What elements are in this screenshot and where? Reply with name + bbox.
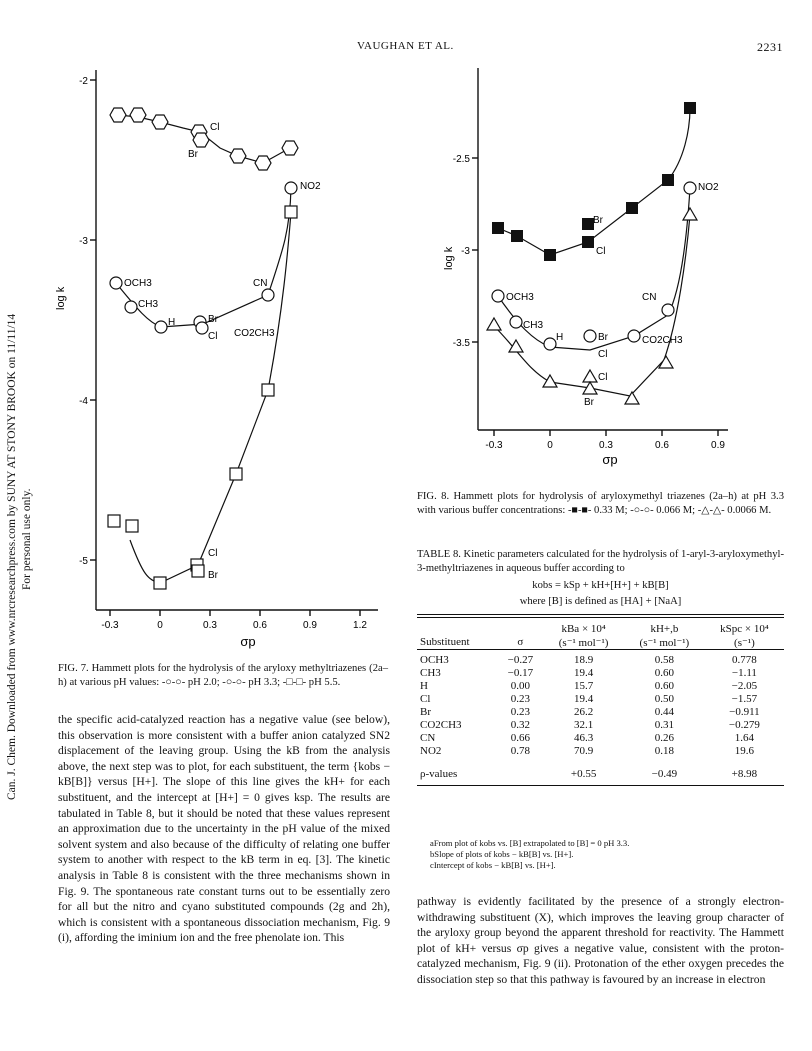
cell: 70.9	[573, 745, 594, 757]
fig8-ytick-2: -3	[461, 246, 470, 257]
cell: −0.17	[507, 667, 534, 679]
fig8-label-br-2: Br	[598, 332, 608, 343]
cell: 46.3	[573, 732, 594, 744]
figure-7	[48, 60, 388, 650]
cell: H	[420, 680, 428, 692]
header-substituent: Substituent	[420, 636, 470, 648]
body-text-left: the specific acid-catalyzed reaction has a negative value (see below), this observation is more consistent with a buffer anion catalyzed SN2 displacement of the leaving group. Using the kB from the analysis above, the next step was to plot, for each substituent, the term {kobs − kB[B]} versus [H+]. The slope of this line gives the kH+ for each substituent, and the intercept at [H+] = 0 gives ksp. The results are tabulated in Table 8, but it should be noted that these values represent an approximation due to the uncertainty in the pH value of the mixed solvent system and also because of the difficulty of relating one buffer system to another with respect to the kB term in eq. [3]. The kinetic analysis in Table 8 is consistent with the three mechanisms shown in Fig. 9. The spontaneous rate constant turns out to be essentially zero for all but the nitro and cyano substituted compounds (2g and 2h), which is consistent with a spontaneous dissociation mechanism, Fig. 9 (i), affording the iminium ion and the free phenolate ion. This	[58, 713, 390, 945]
fig8-ylabel: log k	[443, 246, 455, 270]
fig8-ytick-3: -3.5	[452, 338, 470, 349]
cell: CN	[420, 732, 436, 744]
download-sidebar	[2, 240, 42, 800]
fig7-label-br-1: Br	[188, 149, 198, 160]
fig7-label-cn: CN	[253, 278, 268, 289]
cell: 0.78	[510, 745, 530, 757]
fig7-label-co2ch3: CO2CH3	[234, 328, 275, 339]
fig7-label-och3: OCH3	[124, 278, 152, 289]
table8-where: where [B] is defined as [HA] + [NaA]	[519, 596, 682, 607]
cell: 0.60	[654, 667, 675, 679]
fig7-label-br-3: Br	[208, 570, 218, 581]
cell: Cl	[420, 693, 431, 705]
header-kb-unit: (s⁻¹ mol⁻¹)	[558, 637, 609, 649]
cell: 19.4	[573, 693, 594, 705]
fig7-ytick-3: -4	[79, 396, 88, 407]
figure-8	[428, 60, 758, 480]
footnote-a: aFrom plot of kobs vs. [B] extrapolated to [B] = 0 pH 3.3.	[430, 838, 630, 848]
fig7-label-no2: NO2	[300, 181, 321, 192]
cell: 0.23	[510, 693, 530, 705]
cell: 1.64	[734, 732, 755, 744]
table-row	[417, 654, 784, 667]
fig7-xtick-4: 0.6	[253, 620, 267, 631]
fig7-label-cl-1: Cl	[210, 122, 220, 133]
fig8-label-co2ch3: CO2CH3	[642, 335, 683, 346]
table-row	[417, 719, 784, 732]
footnote-b: bSlope of plots of kobs − kB[B] vs. [H+].	[430, 849, 574, 859]
table-header-row	[417, 636, 784, 650]
fig8-label-br-3: Br	[584, 397, 594, 408]
cell: 0.66	[510, 732, 530, 744]
fig7-xtick-3: 0.3	[203, 620, 217, 631]
table8	[417, 623, 784, 786]
fig8-label-ch3: CH3	[523, 320, 544, 331]
cell: 0.23	[510, 706, 530, 718]
fig8-xtick-1: -0.3	[485, 440, 503, 451]
cell: −0.27	[507, 654, 534, 666]
table8-equation: kobs = kSp + kH+[H+] + kB[B]	[532, 580, 669, 591]
fig7-ytick-4: -5	[79, 556, 88, 567]
cell: −0.279	[728, 719, 760, 731]
fig7-xtick-1: -0.3	[101, 620, 119, 631]
fig8-label-cl-1: Cl	[596, 246, 606, 257]
fig8-label-cl-3: Cl	[598, 372, 608, 383]
cell: OCH3	[420, 654, 449, 666]
table-row	[417, 693, 784, 706]
cell: 0.00	[510, 680, 530, 692]
cell: −2.05	[731, 680, 758, 692]
cell: 19.6	[734, 745, 755, 757]
table-row	[417, 667, 784, 680]
header-sigma: σ	[517, 636, 524, 648]
cell: +8.98	[731, 768, 758, 780]
fig8-label-h: H	[556, 332, 564, 343]
fig8-label-cn: CN	[642, 292, 657, 303]
header-kh-unit: (s⁻¹ mol⁻¹)	[639, 637, 690, 649]
cell: 26.2	[573, 706, 594, 718]
fig8-label-cl-2: Cl	[598, 349, 608, 360]
cell: 0.32	[510, 719, 530, 731]
table8-top-rule	[417, 614, 784, 618]
table8-footnotes	[430, 838, 780, 871]
table-row	[417, 706, 784, 719]
fig7-caption: FIG. 7. Hammett plots for the hydrolysis of the aryloxy methyltriazenes (2a–h) at various pH values: -○-○- pH 2.0; -○-○- pH 3.3; -□-□- pH 5.5.	[58, 663, 388, 688]
fig7-xtick-6: 1.2	[353, 620, 367, 631]
fig8-label-no2: NO2	[698, 182, 719, 193]
cell: −1.57	[731, 693, 758, 705]
sidebar-line-1: Can. J. Chem. Downloaded from www.nrcresearchpress.com by SUNY AT STONY BROOK on 11/11/14	[6, 313, 18, 800]
fig8-label-br-1: Br	[593, 215, 603, 226]
cell: 15.7	[573, 680, 594, 692]
table-row	[417, 745, 784, 758]
cell	[498, 768, 544, 781]
cell: 0.44	[654, 706, 675, 718]
cell: −1.11	[731, 667, 757, 679]
cell: 0.50	[654, 693, 675, 705]
fig8-xtick-2: 0	[547, 440, 553, 451]
running-title: VAUGHAN ET AL.	[357, 40, 454, 52]
cell: 0.58	[654, 654, 675, 666]
fig7-label-cl-3: Cl	[208, 548, 218, 559]
fig8-xtick-3: 0.3	[599, 440, 613, 451]
fig8-xtick-4: 0.6	[655, 440, 669, 451]
fig7-xlabel: σp	[240, 634, 256, 649]
cell: 0.18	[654, 745, 675, 757]
fig7-label-br-2: Br	[208, 314, 218, 325]
cell: 0.31	[654, 719, 675, 731]
fig7-xtick-5: 0.9	[303, 620, 317, 631]
fig7-label-cl-2: Cl	[208, 331, 218, 342]
fig7-ylabel: log k	[55, 286, 67, 310]
cell: 18.9	[573, 654, 594, 666]
fig8-label-och3: OCH3	[506, 292, 534, 303]
cell: 32.1	[573, 719, 594, 731]
fig8-xlabel: σp	[602, 452, 618, 467]
cell: CH3	[420, 667, 441, 679]
fig7-label-ch3: CH3	[138, 299, 159, 310]
cell: 0.778	[732, 654, 757, 666]
cell: NO2	[420, 745, 442, 757]
table8-title: TABLE 8. Kinetic parameters calculated for the hydrolysis of 1-aryl-3-aryloxymethyl-3-methyltriazenes in aqueous buffer according to	[417, 549, 784, 574]
fig8-caption: FIG. 8. Hammett plots for hydrolysis of aryloxymethyl triazenes (2a–h) at pH 3.3 with various buffer concentrations: -■-■- 0.33 M; -○-○- 0.066 M; -△-△- 0.0066 M.	[417, 491, 784, 516]
cell: ρ-values	[420, 768, 458, 780]
fig7-label-h: H	[168, 317, 176, 328]
fig7-ytick-2: -3	[79, 236, 88, 247]
fig7-xtick-2: 0	[157, 620, 163, 631]
table-header-row	[417, 623, 784, 636]
table-row	[417, 732, 784, 745]
page-number: 2231	[757, 40, 783, 54]
cell: +0.55	[570, 768, 597, 780]
header-kb: kBa × 10⁴	[561, 623, 606, 635]
fig8-ytick-1: -2.5	[452, 154, 470, 165]
header-kh: kH+,b	[650, 623, 679, 635]
header-ksp: kSpc × 10⁴	[720, 623, 769, 635]
table-row-rho	[417, 768, 784, 781]
cell: CO2CH3	[420, 719, 462, 731]
fig7-ytick-1: -2	[79, 76, 88, 87]
cell: 0.60	[654, 680, 675, 692]
cell: 19.4	[573, 667, 594, 679]
body-text-right: pathway is evidently facilitated by the presence of a strongly electron-withdrawing substituent (X), which improves the leaving group character of the aryloxy group beyond the apparent threshold for reactivity. The Hammett plot of kH+ versus σp gives a negative value, consistent with the proton-catalyzed mechanism, Fig. 9 (ii). Protonation of the ether oxygen precedes the dissociation step so that this pathway is favoured by an increase in electron	[417, 895, 784, 986]
cell: −0.911	[729, 706, 760, 718]
header-ksp-unit: (s⁻¹)	[734, 637, 755, 649]
cell: Br	[420, 706, 431, 718]
fig8-xtick-5: 0.9	[711, 440, 725, 451]
footnote-c: cIntercept of kobs − kB[B] vs. [H+].	[430, 860, 556, 870]
cell: −0.49	[651, 768, 678, 780]
cell: 0.26	[654, 732, 675, 744]
sidebar-line-2: For personal use only.	[21, 488, 33, 590]
table-row	[417, 680, 784, 693]
